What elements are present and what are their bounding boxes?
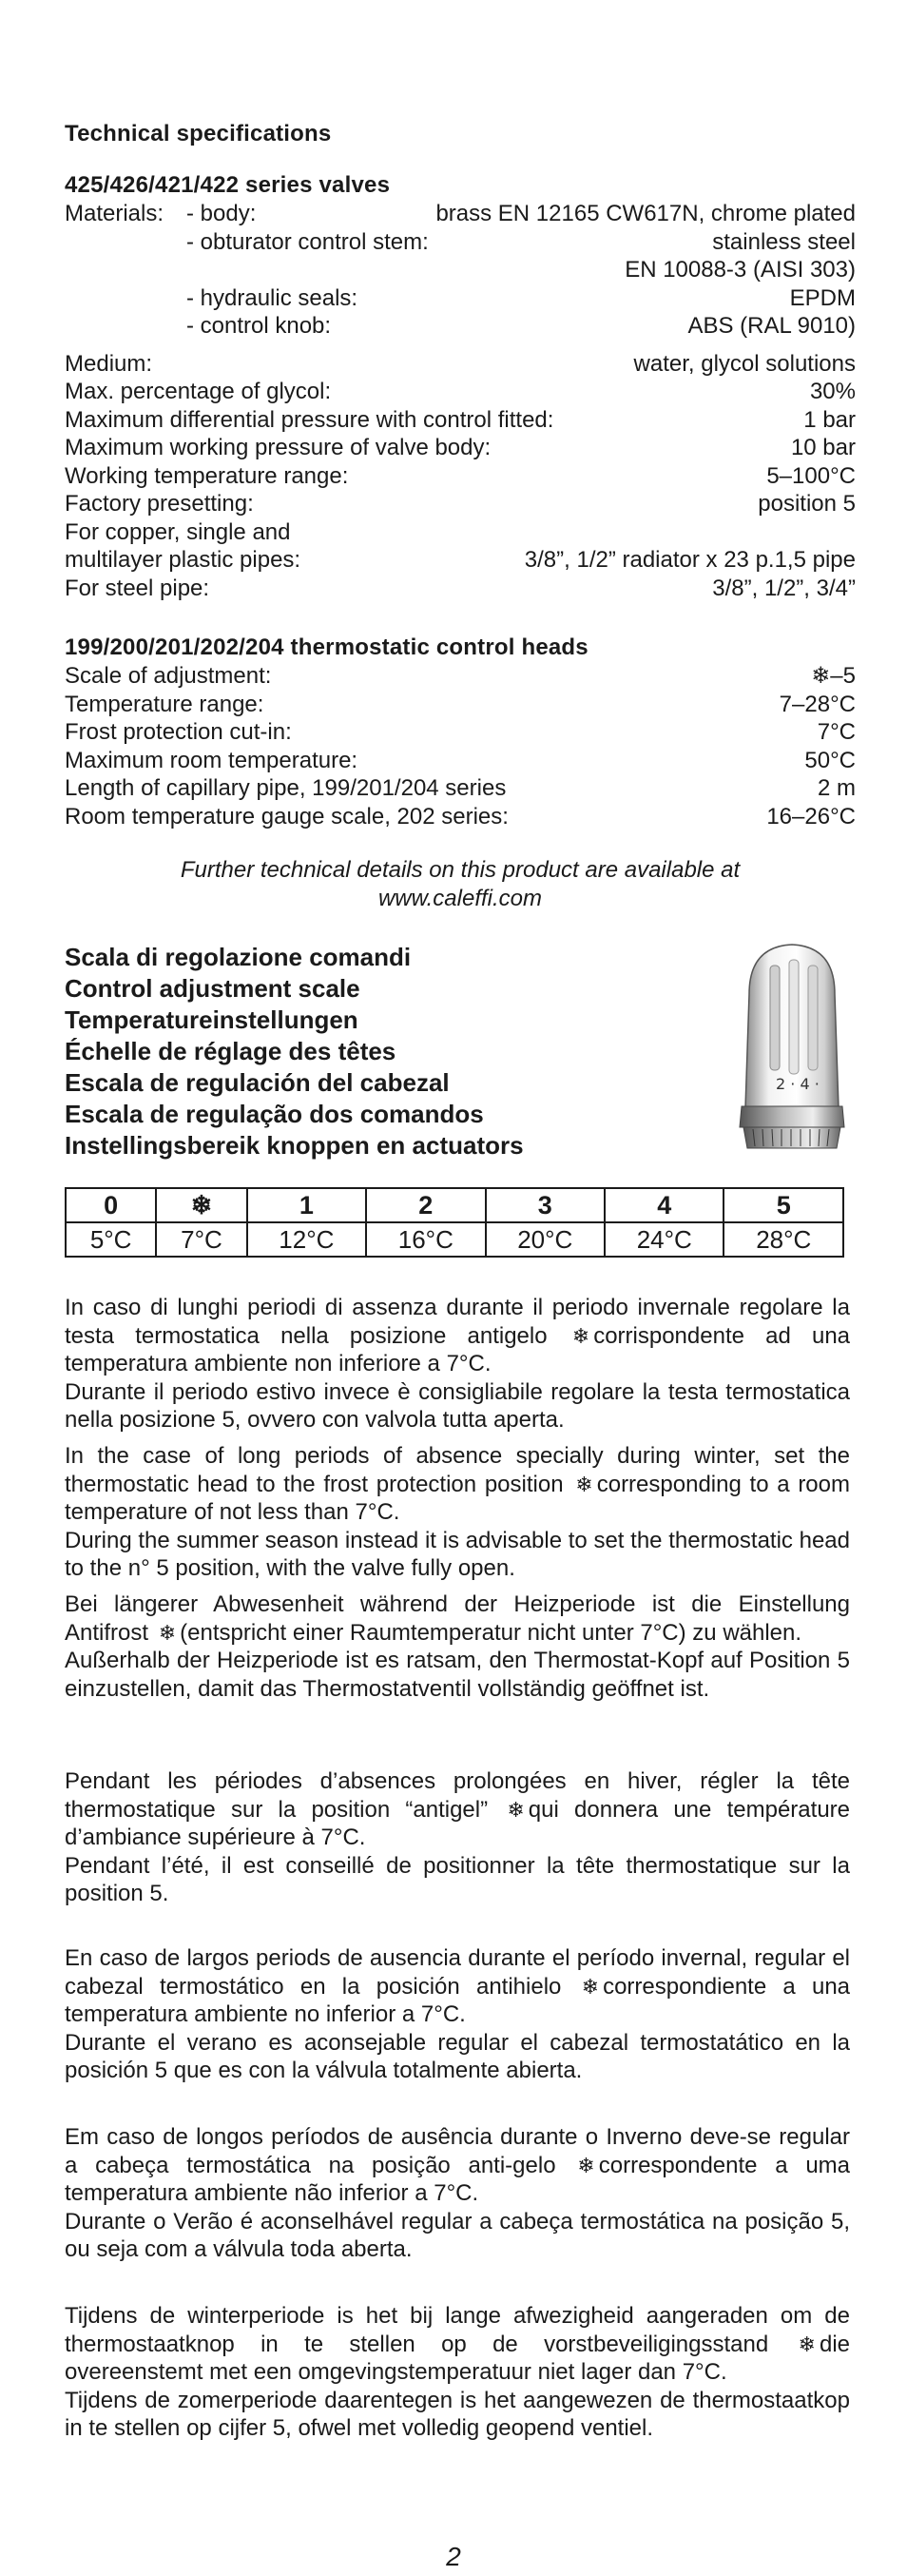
spec-row: [65, 434, 856, 462]
instruction-text: correspondiente a una temperatura ambiente no inferior a 7°C.: [65, 1973, 851, 2027]
spec-label: Working temperature range:: [65, 462, 349, 489]
spec-value: 7–28°C: [779, 691, 856, 717]
adjust-heading: Échelle de réglage des têtes: [65, 1037, 396, 1065]
spec-row: [65, 350, 856, 379]
materials-label: [65, 312, 186, 341]
tech-spec-title: Technical specifications: [65, 121, 332, 146]
spec-row: [65, 774, 856, 803]
adjustment-scale-table: [65, 1187, 844, 1258]
instruction-block: [65, 2302, 850, 2443]
thermostatic-head-illustration: [721, 937, 863, 1156]
spec-label: Max. percentage of glycol:: [65, 379, 332, 404]
snowflake-icon: ❄: [798, 2332, 816, 2356]
valves-section: [65, 171, 856, 602]
spec-row: [65, 803, 856, 831]
instruction-block: [65, 1944, 850, 2085]
spec-label: Factory presetting:: [65, 491, 254, 517]
scale-temperature: 7°C: [156, 1222, 246, 1257]
instruction-block: [65, 1442, 850, 1583]
material-row: [65, 200, 856, 228]
spec-row: [65, 747, 856, 775]
heads-section: [65, 634, 856, 830]
spec-label: Room temperature gauge scale, 202 series:: [65, 803, 509, 829]
positions-row: [66, 1188, 843, 1222]
instruction-text: En caso de largos periods de ausencia durante el período invernal, regular el cabezal termostático en la posición antihielo: [65, 1945, 850, 2000]
scale-temperature: 16°C: [366, 1222, 485, 1257]
material-value: EN 10088-3 (AISI 303): [625, 257, 856, 283]
snowflake-icon: ❄: [571, 1323, 590, 1348]
materials-list: [65, 200, 856, 341]
further-line-1: Further technical details on this product are available at: [180, 857, 741, 883]
spec-label: Frost protection cut-in:: [65, 719, 292, 745]
instruction-block: [65, 1294, 850, 1434]
spec-value: 3/8”, 1/2”, 3/4”: [712, 575, 856, 601]
scale-temperature: 24°C: [605, 1222, 724, 1257]
spec-label: Length of capillary pipe, 199/201/204 series: [65, 775, 507, 801]
material-row: [65, 228, 856, 257]
adjust-heading: Scala di regolazione comandi: [65, 943, 412, 971]
spec-label: Maximum room temperature:: [65, 747, 358, 773]
spec-row: [65, 518, 856, 547]
spec-value: 5–100°C: [766, 462, 856, 489]
spec-row: [65, 490, 856, 518]
scale-position: ❄: [156, 1188, 246, 1222]
material-item: - hydraulic seals:: [186, 284, 358, 311]
spec-row: [65, 406, 856, 435]
adjust-headings: [65, 942, 673, 1161]
heads-title: 199/200/201/202/204 thermostatic control heads: [65, 634, 589, 660]
spec-label: Scale of adjustment:: [65, 663, 272, 689]
further-details: [65, 856, 856, 913]
spec-label: Temperature range:: [65, 691, 264, 717]
scale-position: 1: [247, 1188, 366, 1222]
spec-value: 16–26°C: [766, 803, 856, 829]
spec-value: 2 m: [817, 775, 856, 801]
snowflake-icon: ❄: [575, 1472, 593, 1496]
instruction-text: Bei längerer Abwesenheit während der Heizperiode ist die Einstellung Antifrost: [65, 1591, 850, 1646]
instruction-paragraph: [65, 1767, 850, 1852]
instruction-paragraph: Tijdens de zomerperiode daarentegen is het aangewezen de thermostaatkop in te stellen op cijfer 5, ofwel met volledig geopend ventiel.: [65, 2387, 850, 2441]
spec-row: [65, 462, 856, 491]
spec-value: 10 bar: [790, 435, 856, 460]
spec-label: Maximum working pressure of valve body:: [65, 435, 492, 460]
scale-position: 2: [366, 1188, 485, 1222]
instruction-text: Pendant les périodes d’absences prolongées en hiver, régler la tête thermostatique sur la position “antigel”: [65, 1768, 850, 1823]
scale-position: 3: [486, 1188, 605, 1222]
spec-label: Maximum differential pressure with control fitted:: [65, 406, 554, 433]
spec-row: [65, 546, 856, 575]
scale-position: 0: [66, 1188, 156, 1222]
further-website: www.caleffi.com: [377, 886, 543, 911]
instruction-paragraph: [65, 1590, 850, 1647]
heads-specs-list: [65, 662, 856, 830]
instruction-block: [65, 1767, 850, 1908]
snowflake-icon: ❄: [577, 2153, 595, 2177]
adjust-heading: Temperatureinstellungen: [65, 1005, 358, 1034]
snowflake-icon: ❄: [581, 1974, 600, 1999]
instruction-paragraph: Durante il periodo estivo invece è consigliabile regolare la testa termostatica nella posizione 5, ovvero con valvola tutta aperta.: [65, 1378, 850, 1433]
materials-label: Materials:: [65, 201, 164, 226]
spec-label: multilayer plastic pipes:: [65, 547, 301, 573]
instruction-paragraph: Pendant l’été, il est conseillé de positionner la tête thermostatique sur la position 5.: [65, 1852, 850, 1906]
instruction-paragraph: [65, 1944, 850, 2029]
instruction-paragraph: [65, 2123, 850, 2208]
instruction-paragraph: Durante o Verão é aconselhável regular a cabeça termostática na posição 5, ou seja com a válvula toda aberta.: [65, 2208, 850, 2262]
material-value: ABS (RAL 9010): [687, 313, 856, 339]
spec-label: Medium:: [65, 350, 153, 377]
instruction-text: In caso di lunghi periodi di assenza durante il periodo invernale regolare la testa termostatica nella posizione antigelo: [65, 1295, 850, 1349]
instruction-paragraph: [65, 2302, 850, 2387]
material-item: [186, 256, 367, 284]
spec-value: water, glycol solutions: [633, 350, 856, 377]
spec-value: 30%: [809, 379, 856, 404]
snowflake-icon: ❄: [158, 1620, 177, 1645]
spec-value: ❄–5: [811, 663, 856, 689]
spec-value: 7°C: [817, 719, 856, 745]
scale-position: 5: [724, 1188, 843, 1222]
instruction-text: corrispondente ad una temperatura ambiente non inferiore a 7°C.: [65, 1322, 851, 1376]
spec-row: [65, 575, 856, 603]
material-row: [65, 284, 856, 313]
materials-label: [65, 228, 186, 257]
spec-label: For steel pipe:: [65, 575, 210, 601]
spec-value: 3/8”, 1/2” radiator x 23 p.1,5 pipe: [524, 547, 856, 573]
material-row: [65, 256, 856, 284]
instruction-text: qui donnera une température d’ambiance supérieure à 7°C.: [65, 1796, 851, 1850]
spec-row: [65, 718, 856, 747]
material-value: brass EN 12165 CW617N, chrome plated: [435, 201, 856, 226]
spec-value: 1 bar: [803, 406, 856, 433]
spec-row: [65, 662, 856, 691]
scale-temperature: 12°C: [247, 1222, 366, 1257]
material-value: EPDM: [789, 284, 856, 311]
instruction-text: corresponding to a room temperature of not less than 7°C.: [65, 1471, 850, 1525]
spec-value: position 5: [758, 491, 856, 517]
spec-row: [65, 378, 856, 406]
instruction-block: [65, 2123, 850, 2264]
instruction-text: (entspricht einer Raumtemperatur nicht unter 7°C) zu wählen.: [180, 1619, 802, 1646]
adjust-heading: Escala de regulación del cabezal: [65, 1068, 450, 1097]
instruction-paragraph: During the summer season instead it is advisable to set the thermostatic head to the n° 5 position, with the valve fully open.: [65, 1527, 850, 1581]
material-row: [65, 312, 856, 341]
instruction-block: [65, 1590, 850, 1703]
adjust-heading: Instellingsbereik knoppen en actuators: [65, 1131, 524, 1160]
snowflake-icon: ❄: [507, 1797, 525, 1822]
materials-label: [65, 256, 186, 284]
instruction-paragraph: [65, 1294, 850, 1378]
temperatures-row: [66, 1222, 843, 1257]
instruction-text: Em caso de longos períodos de ausência durante o Inverno deve-se regular a cabeça termostática na posição anti-gelo: [65, 2124, 850, 2178]
svg-text:2 · 4 ·: 2 · 4 ·: [776, 1075, 820, 1093]
instruction-text: Tijdens de winterperiode is het bij lange afwezigheid aangeraden om de thermostaatknop in te stellen op de vorstbeveiligingsstand: [65, 2303, 850, 2357]
spec-label: For copper, single and: [65, 518, 291, 545]
adjust-heading: Control adjustment scale: [65, 974, 360, 1003]
material-item: - body:: [186, 201, 257, 226]
materials-label: [65, 284, 186, 313]
material-item: - obturator control stem:: [186, 228, 429, 255]
material-value: stainless steel: [712, 228, 856, 255]
spec-value: 50°C: [804, 747, 856, 773]
scale-temperature: 20°C: [486, 1222, 605, 1257]
scale-temperature: 28°C: [724, 1222, 843, 1257]
scale-temperature: 5°C: [66, 1222, 156, 1257]
spec-row: [65, 691, 856, 719]
instruction-paragraph: [65, 1442, 850, 1527]
scale-position: 4: [605, 1188, 724, 1222]
instruction-paragraph: Außerhalb der Heizperiode ist es ratsam, den Thermostat-Kopf auf Position 5 einzustellen, damit das Thermostatventil vollständig geöffnet ist.: [65, 1648, 850, 1702]
instruction-text: In the case of long periods of absence specially during winter, set the thermostatic head to the frost protection position: [65, 1443, 850, 1497]
valve-specs-list: [65, 350, 856, 603]
page-number: 2: [446, 2542, 461, 2571]
instruction-text: die overeenstemt met een omgevingstemperatuur niet lager dan 7°C.: [65, 2331, 850, 2385]
adjust-heading: Escala de regulação dos comandos: [65, 1100, 484, 1128]
material-item: - control knob:: [186, 313, 332, 339]
valves-title: 425/426/421/422 series valves: [65, 172, 391, 198]
instruction-text: correspondente a uma temperatura ambiente não inferior a 7°C.: [65, 2152, 850, 2206]
instruction-paragraph: Durante el verano es aconsejable regular el cabezal termostatático en la posición 5 que es con la válvula totalmente abierta.: [65, 2029, 850, 2083]
